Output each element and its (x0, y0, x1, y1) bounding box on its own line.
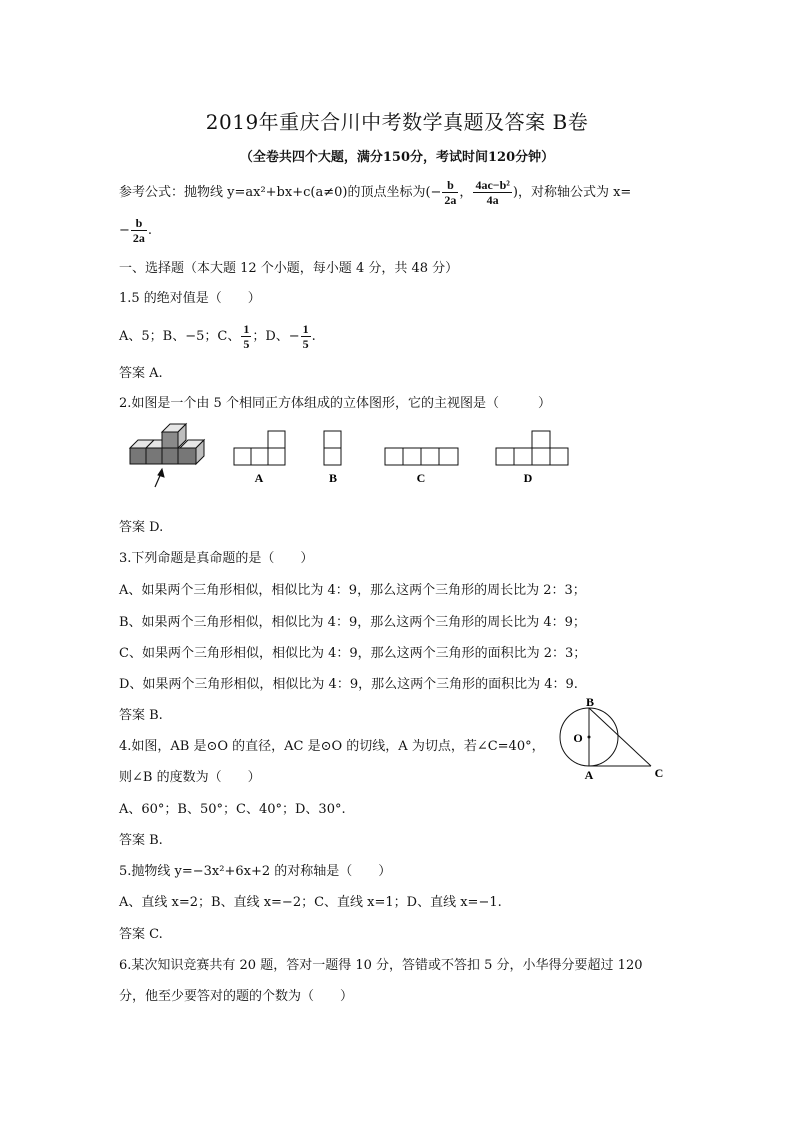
axis-end: . (147, 223, 153, 238)
option-b-label: B (328, 471, 338, 485)
formula-tail: )，对称轴公式为 x= (512, 185, 632, 200)
center-point (588, 736, 591, 739)
option-d-label: D (523, 471, 533, 485)
option-a-label: A (254, 471, 264, 485)
fraction-denominator: 4a (486, 193, 499, 207)
point-b-label: B (585, 695, 595, 709)
question-4-stem-line2: 则∠B 的度数为（ ） (119, 770, 261, 785)
question-6-stem-line1: 6.某次知识竞赛共有 20 题，答对一题得 10 分，答错或不答扣 5 分，小华得分要超过 120 (119, 958, 643, 973)
question-1-stem: 1.5 的绝对值是（ ） (119, 291, 261, 306)
front-view-arrow (155, 469, 164, 487)
question-4-options: A、60°；B、50°；C、40°；D、30°. (119, 802, 346, 817)
fraction-numerator: b (131, 216, 147, 231)
fraction-numerator: 1 (243, 322, 250, 336)
question-3-option-c: C、如果两个三角形相似，相似比为 4：9，那么这两个三角形的面积比为 2：3； (119, 646, 587, 661)
options-lead: A、5；B、−5；C、 (119, 329, 241, 344)
fraction-denominator: 5 (243, 337, 250, 351)
question-4-stem-line1: 4.如图，AB 是⊙O 的直径，AC 是⊙O 的切线，A 为切点，若∠C=40°， (119, 739, 545, 754)
question-2-answer: 答案 D. (119, 520, 164, 535)
point-a-label: A (584, 768, 594, 782)
document-title: 2019年重庆合川中考数学真题及答案 B卷 (205, 110, 589, 134)
formula-minus: − (430, 185, 442, 200)
option-c-figure (385, 448, 458, 465)
question-5-options: A、直线 x=2；B、直线 x=−2；C、直线 x=1；D、直线 x=−1. (119, 895, 502, 910)
question-3-option-a: A、如果两个三角形相似，相似比为 4：9，那么这两个三角形的周长比为 2：3； (119, 583, 586, 598)
formula-lead: 参考公式：抛物线 y=ax²+bx+c(a≠0)的顶点坐标为( (119, 185, 431, 200)
question-3-option-b: B、如果两个三角形相似，相似比为 4：9，那么这两个三角形的周长比为 4：9； (119, 615, 586, 630)
segment-bc (589, 708, 651, 766)
fraction-denominator: 2a (132, 231, 145, 245)
fraction-denominator: 5 (302, 337, 309, 351)
point-c-label: C (654, 766, 664, 780)
question-3-stem: 3.下列命题是真命题的是（ ） (119, 551, 314, 566)
fraction-denominator: 2a (444, 193, 457, 207)
question-5-stem: 5.抛物线 y=−3x²+6x+2 的对称轴是（ ） (119, 864, 392, 879)
cube-stack-figure (130, 424, 204, 464)
question-4-answer: 答案 B. (119, 833, 163, 848)
formula-comma: ， (459, 185, 473, 200)
point-o-label: O (573, 731, 583, 745)
section-heading: 一、选择题（本大题 12 个小题，每小题 4 分，共 48 分） (119, 261, 459, 276)
question-2-stem: 2.如图是一个由 5 个相同正方体组成的立体图形，它的主视图是（ ） (119, 396, 551, 411)
option-c-label: C (416, 471, 426, 485)
question-6-stem-line2: 分，他至少要答对的题的个数为（ ） (119, 989, 354, 1004)
option-b-figure (324, 431, 341, 465)
question-3-option-d: D、如果两个三角形相似，相似比为 4：9，那么这两个三角形的面积比为 4：9. (119, 677, 578, 692)
fraction-numerator: 1 (302, 322, 309, 336)
fraction-numerator: 4ac−b² (475, 178, 510, 192)
exam-info: （全卷共四个大题，满分150分，考试时间120分钟） (239, 150, 555, 165)
axis-minus: − (119, 223, 130, 238)
question-1-answer: 答案 A. (119, 366, 163, 381)
options-end: . (311, 329, 316, 344)
option-d-figure (496, 431, 568, 465)
question-5-answer: 答案 C. (119, 927, 163, 942)
options-mid: ；D、− (252, 329, 300, 344)
question-3-answer: 答案 B. (119, 708, 163, 723)
option-a-figure (234, 431, 285, 465)
fraction-numerator: b (442, 178, 458, 193)
